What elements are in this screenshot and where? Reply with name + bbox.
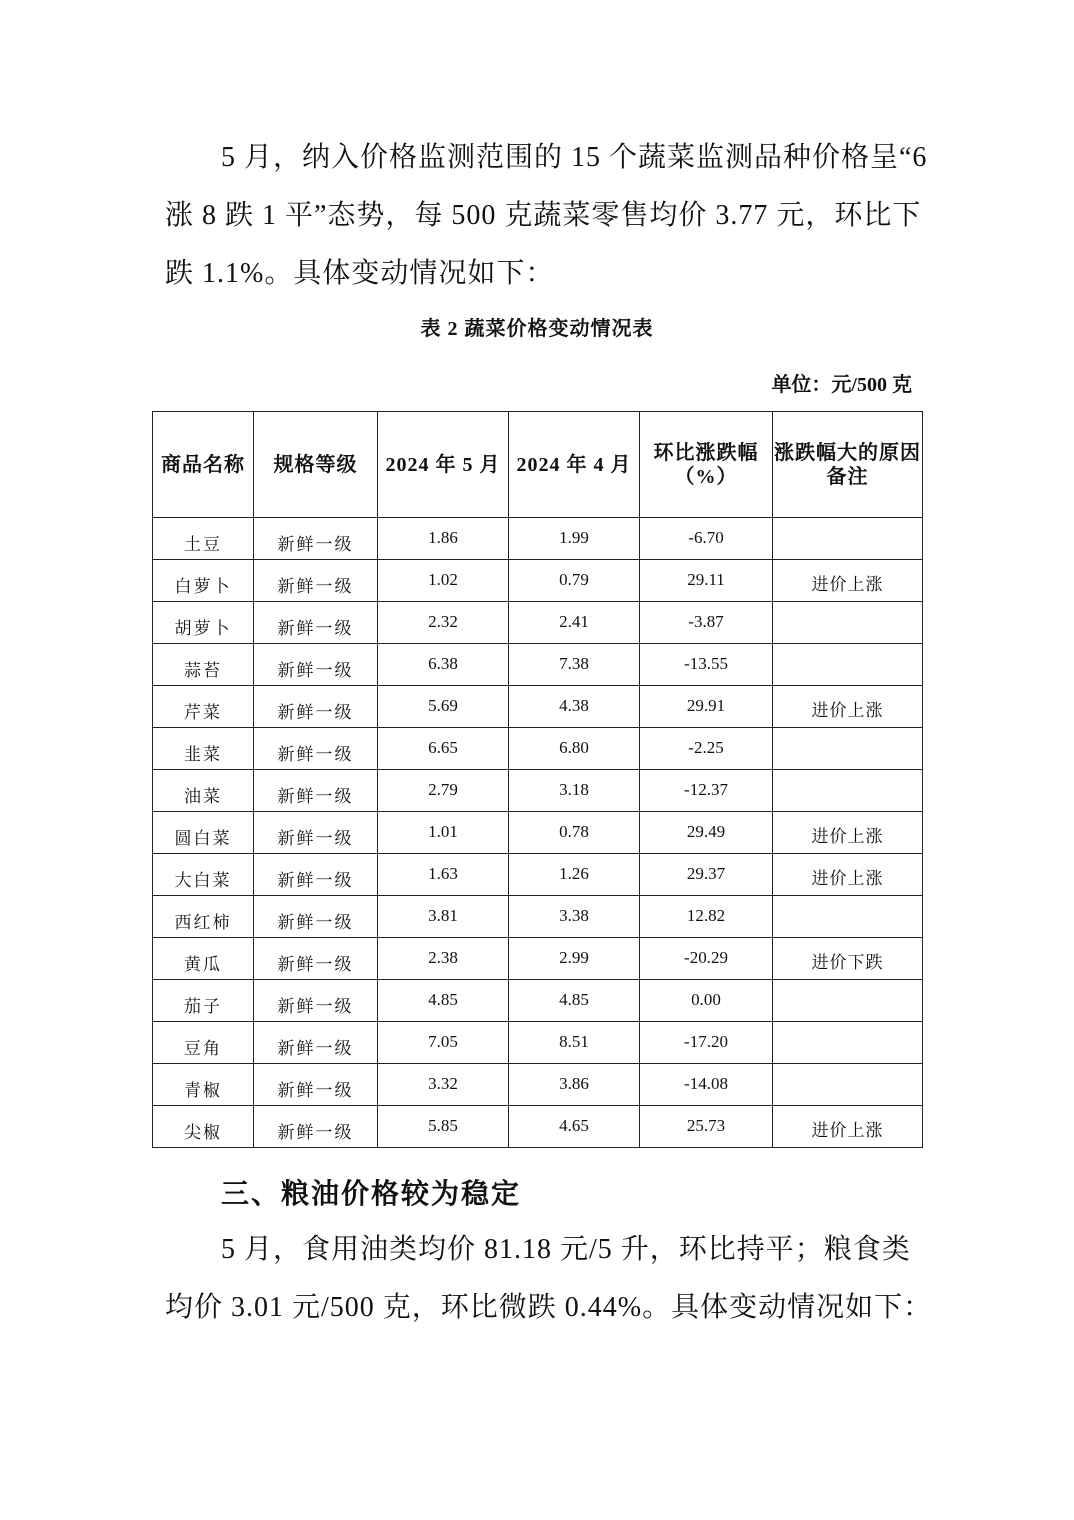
grain-oil-paragraph [165, 1221, 933, 1337]
cell-name: 黄瓜 [153, 938, 254, 980]
cell-april-price: 3.86 [509, 1064, 640, 1106]
cell-april-price: 2.41 [509, 602, 640, 644]
cell-grade: 新鲜一级 [254, 602, 378, 644]
cell-april-price: 4.65 [509, 1106, 640, 1148]
cell-note [773, 728, 923, 770]
cell-april-price: 3.38 [509, 896, 640, 938]
grain-line: 均价 3.01 元/500 克，环比微跌 0.44%。具体变动情况如下： [165, 1292, 933, 1323]
table-header-row [153, 412, 923, 518]
table-row [153, 1106, 923, 1148]
cell-may-price: 1.63 [378, 854, 509, 896]
table-row [153, 1064, 923, 1106]
table-row [153, 980, 923, 1022]
cell-note [773, 980, 923, 1022]
table-row [153, 518, 923, 560]
table-caption: 表 2 蔬菜价格变动情况表 [420, 318, 654, 340]
cell-note: 进价上涨 [773, 812, 923, 854]
cell-note [773, 896, 923, 938]
cell-may-price: 6.38 [378, 644, 509, 686]
cell-grade: 新鲜一级 [254, 812, 378, 854]
table-row [153, 686, 923, 728]
cell-change: 12.82 [640, 896, 773, 938]
cell-april-price: 4.38 [509, 686, 640, 728]
cell-may-price: 2.79 [378, 770, 509, 812]
cell-change: -12.37 [640, 770, 773, 812]
section-heading: 三、粮油价格较为稳定 [221, 1179, 522, 1210]
cell-may-price: 3.81 [378, 896, 509, 938]
header-april: 2024 年 4 月 [509, 412, 640, 518]
cell-change: -14.08 [640, 1064, 773, 1106]
cell-name: 白萝卜 [153, 560, 254, 602]
cell-change: 0.00 [640, 980, 773, 1022]
cell-change: 29.11 [640, 560, 773, 602]
header-name: 商品名称 [153, 412, 254, 518]
intro-paragraph [165, 129, 928, 303]
cell-may-price: 6.65 [378, 728, 509, 770]
table-row [153, 812, 923, 854]
cell-note: 进价下跌 [773, 938, 923, 980]
cell-change: -17.20 [640, 1022, 773, 1064]
header-may: 2024 年 5 月 [378, 412, 509, 518]
cell-name: 尖椒 [153, 1106, 254, 1148]
header-change: 环比涨跌幅（%） [640, 412, 773, 518]
cell-name: 油菜 [153, 770, 254, 812]
table-unit: 单位：元/500 克 [771, 374, 912, 396]
cell-grade: 新鲜一级 [254, 686, 378, 728]
cell-note: 进价上涨 [773, 686, 923, 728]
cell-grade: 新鲜一级 [254, 1022, 378, 1064]
cell-name: 大白菜 [153, 854, 254, 896]
cell-note [773, 518, 923, 560]
cell-grade: 新鲜一级 [254, 938, 378, 980]
cell-april-price: 6.80 [509, 728, 640, 770]
cell-grade: 新鲜一级 [254, 644, 378, 686]
table-row [153, 938, 923, 980]
intro-line: 5 月，纳入价格监测范围的 15 个蔬菜监测品种价格呈“6 [221, 142, 928, 173]
cell-grade: 新鲜一级 [254, 1064, 378, 1106]
table-row [153, 602, 923, 644]
cell-may-price: 2.32 [378, 602, 509, 644]
cell-may-price: 2.38 [378, 938, 509, 980]
grain-line: 5 月，食用油类均价 81.18 元/5 升，环比持平；粮食类 [221, 1234, 911, 1265]
header-note: 涨跌幅大的原因备注 [773, 412, 923, 518]
cell-may-price: 7.05 [378, 1022, 509, 1064]
table-row [153, 854, 923, 896]
table-row [153, 1022, 923, 1064]
cell-name: 豆角 [153, 1022, 254, 1064]
cell-may-price: 1.86 [378, 518, 509, 560]
cell-april-price: 8.51 [509, 1022, 640, 1064]
cell-change: 29.49 [640, 812, 773, 854]
table-row [153, 728, 923, 770]
cell-note [773, 602, 923, 644]
cell-note [773, 1064, 923, 1106]
cell-note: 进价上涨 [773, 1106, 923, 1148]
cell-grade: 新鲜一级 [254, 770, 378, 812]
cell-note [773, 770, 923, 812]
table-row [153, 770, 923, 812]
cell-name: 韭菜 [153, 728, 254, 770]
cell-april-price: 1.26 [509, 854, 640, 896]
cell-may-price: 5.85 [378, 1106, 509, 1148]
cell-change: 29.91 [640, 686, 773, 728]
table-row [153, 896, 923, 938]
cell-april-price: 0.79 [509, 560, 640, 602]
cell-april-price: 3.18 [509, 770, 640, 812]
cell-april-price: 2.99 [509, 938, 640, 980]
cell-may-price: 5.69 [378, 686, 509, 728]
cell-april-price: 0.78 [509, 812, 640, 854]
cell-name: 西红柿 [153, 896, 254, 938]
cell-name: 茄子 [153, 980, 254, 1022]
cell-note [773, 1022, 923, 1064]
cell-grade: 新鲜一级 [254, 560, 378, 602]
cell-grade: 新鲜一级 [254, 980, 378, 1022]
cell-may-price: 3.32 [378, 1064, 509, 1106]
cell-change: 29.37 [640, 854, 773, 896]
table-body [153, 518, 923, 1148]
header-grade: 规格等级 [254, 412, 378, 518]
cell-grade: 新鲜一级 [254, 1106, 378, 1148]
cell-april-price: 4.85 [509, 980, 640, 1022]
cell-note: 进价上涨 [773, 560, 923, 602]
cell-change: -20.29 [640, 938, 773, 980]
table-row [153, 644, 923, 686]
cell-april-price: 1.99 [509, 518, 640, 560]
cell-grade: 新鲜一级 [254, 896, 378, 938]
cell-change: -3.87 [640, 602, 773, 644]
cell-change: 25.73 [640, 1106, 773, 1148]
intro-line: 涨 8 跌 1 平”态势，每 500 克蔬菜零售均价 3.77 元，环比下 [165, 200, 922, 231]
cell-grade: 新鲜一级 [254, 728, 378, 770]
cell-may-price: 4.85 [378, 980, 509, 1022]
cell-change: -2.25 [640, 728, 773, 770]
cell-note: 进价上涨 [773, 854, 923, 896]
cell-name: 芹菜 [153, 686, 254, 728]
cell-may-price: 1.01 [378, 812, 509, 854]
cell-name: 蒜苔 [153, 644, 254, 686]
cell-note [773, 644, 923, 686]
cell-april-price: 7.38 [509, 644, 640, 686]
cell-grade: 新鲜一级 [254, 518, 378, 560]
cell-grade: 新鲜一级 [254, 854, 378, 896]
intro-line: 跌 1.1%。具体变动情况如下： [165, 258, 555, 289]
cell-may-price: 1.02 [378, 560, 509, 602]
table-row [153, 560, 923, 602]
cell-name: 圆白菜 [153, 812, 254, 854]
vegetable-price-table [152, 411, 923, 1148]
cell-name: 胡萝卜 [153, 602, 254, 644]
cell-name: 青椒 [153, 1064, 254, 1106]
cell-change: -13.55 [640, 644, 773, 686]
cell-name: 土豆 [153, 518, 254, 560]
cell-change: -6.70 [640, 518, 773, 560]
